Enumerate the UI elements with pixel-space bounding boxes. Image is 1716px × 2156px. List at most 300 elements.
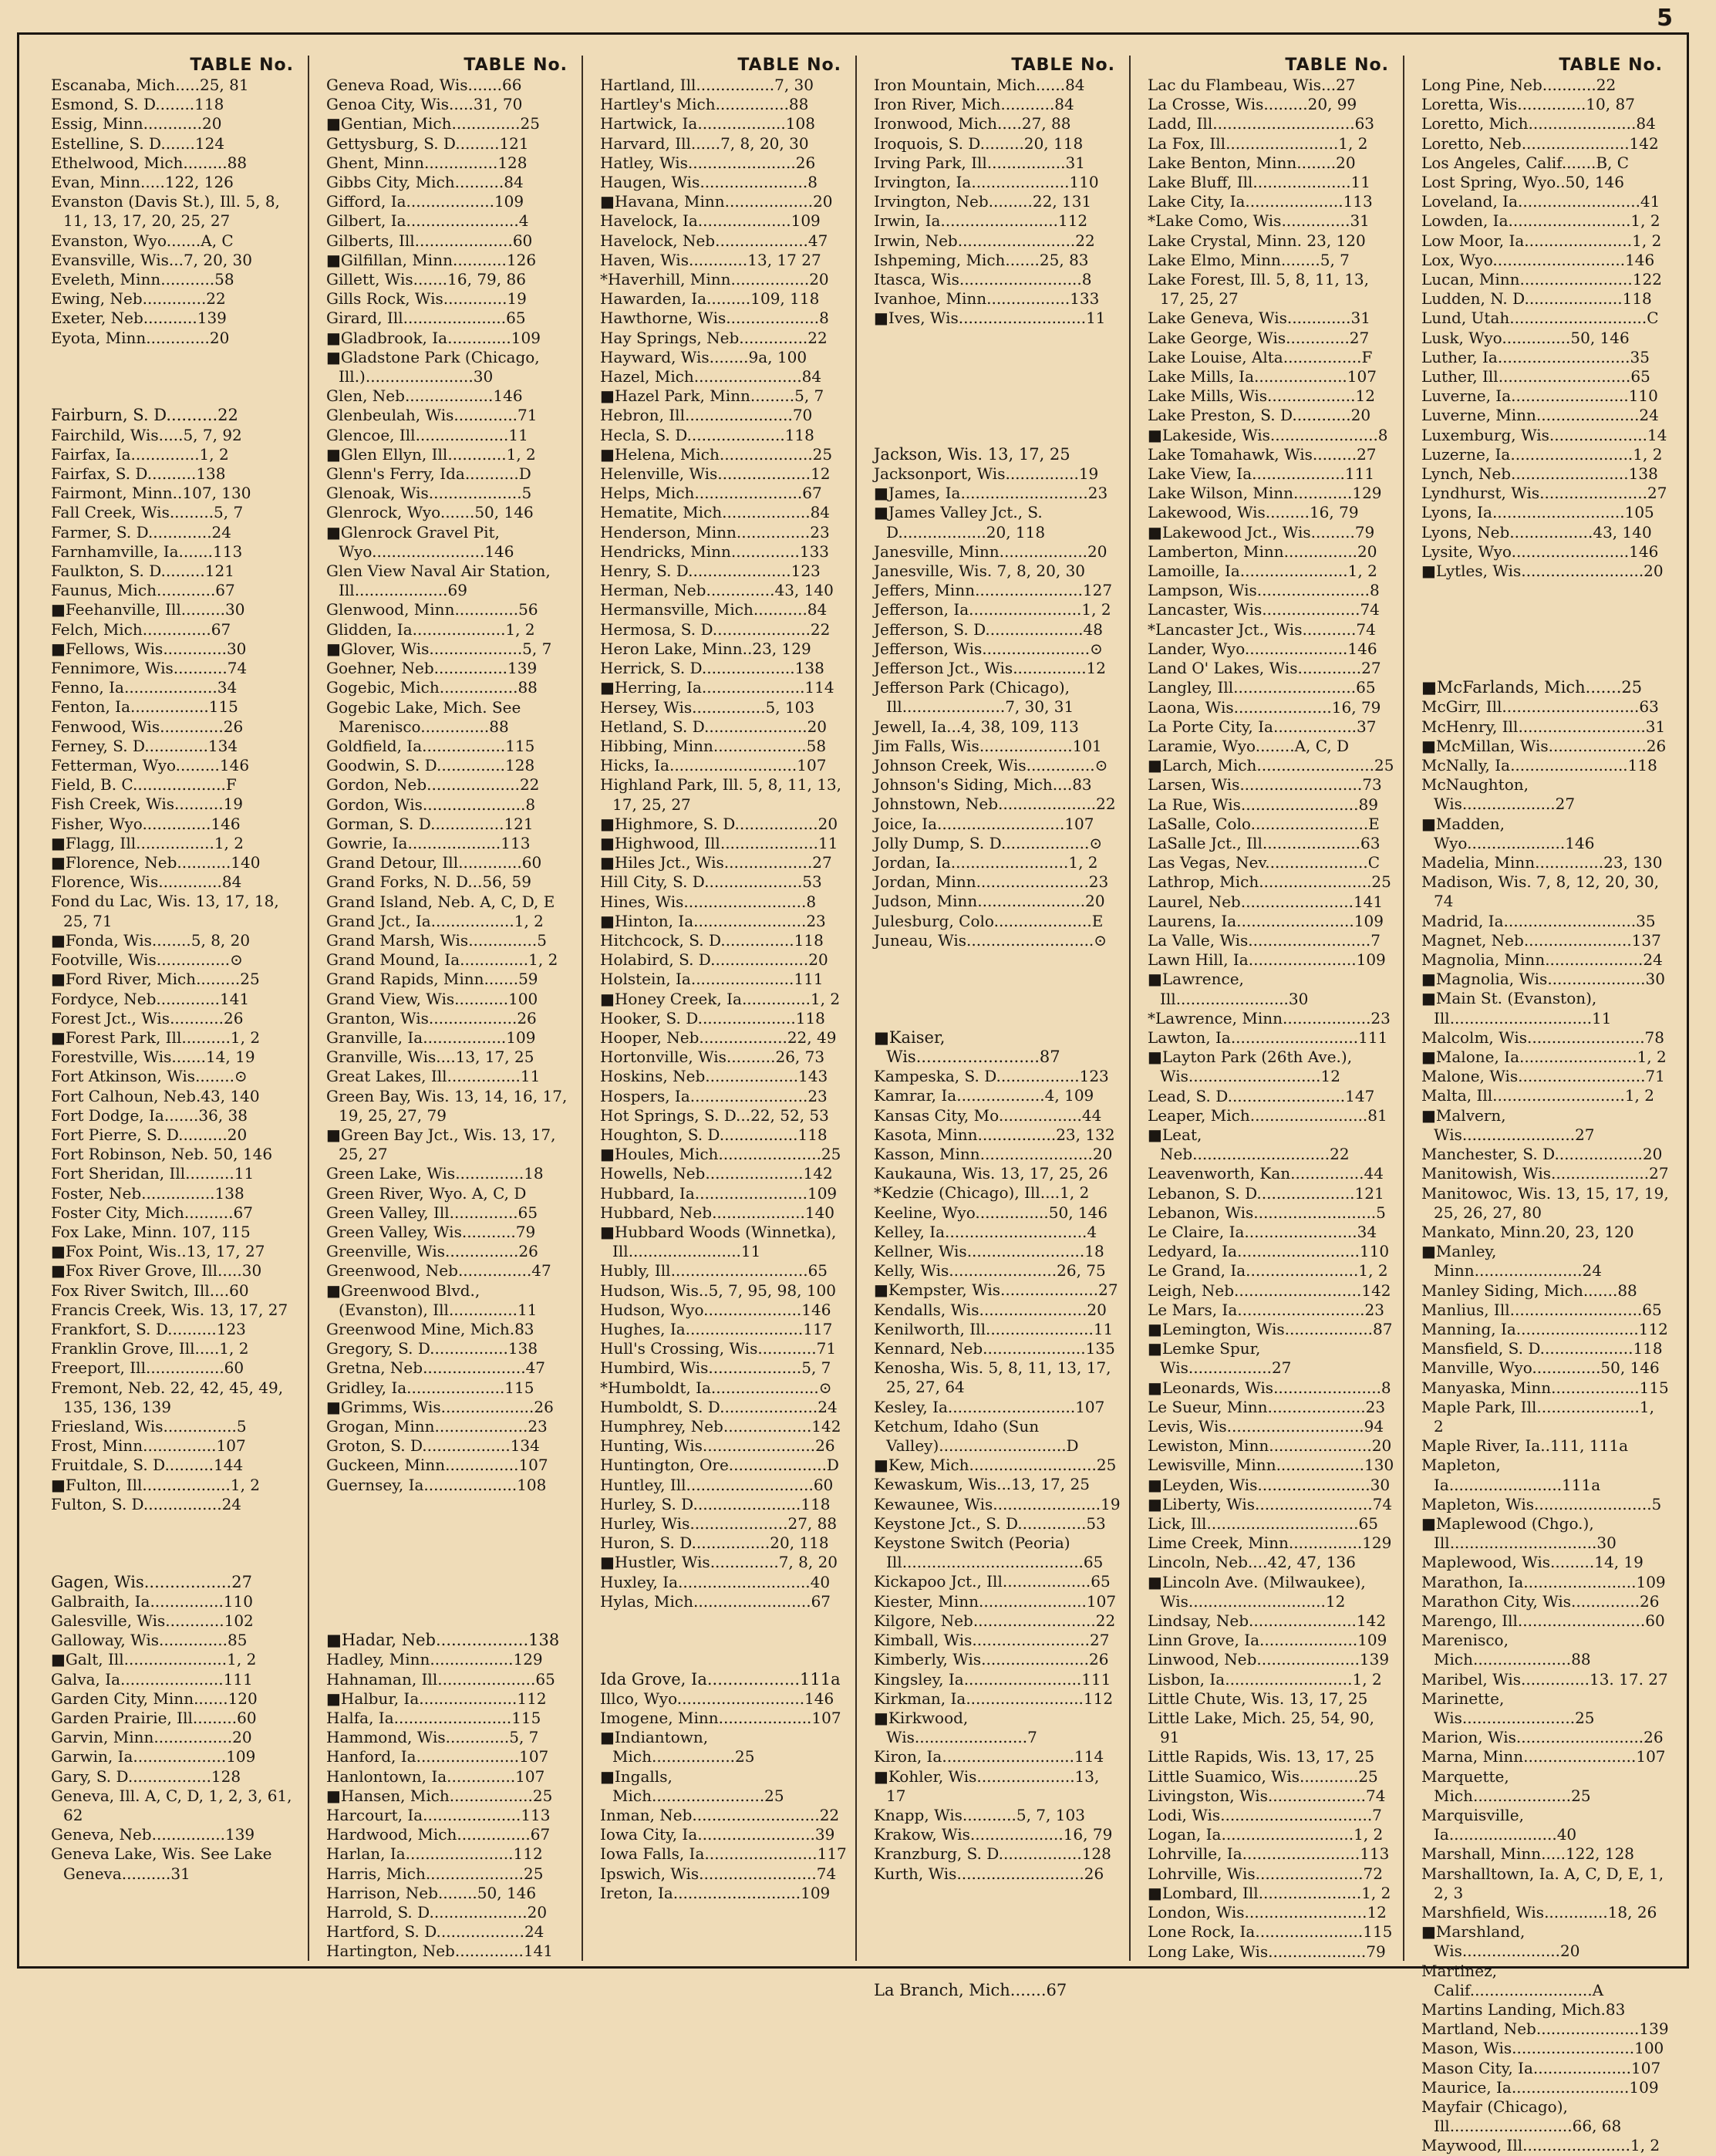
station-entry: ■Layton Park (26th Ave.), Wis...........................12: [1148, 1048, 1353, 1086]
station-entry: Glencoe, Ill...................11: [326, 425, 528, 444]
station-entry: *Kedzie (Chicago), Ill....1, 2: [874, 1183, 1090, 1203]
spacer: [1421, 581, 1669, 600]
station-entry: Lake Wilson, Minn............129: [1148, 484, 1382, 503]
station-entry: Jim Falls, Wis...................101: [874, 736, 1102, 755]
station-entry: Hartwick, Ia..................108: [600, 114, 815, 133]
station-entry: Guckeen, Minn...............107: [326, 1456, 548, 1475]
station-entry: *Lancaster Jct., Wis...........74: [1148, 619, 1376, 639]
station-entry: Kiron, Ia...........................114: [874, 1747, 1104, 1766]
page-number: 5: [1657, 5, 1673, 32]
spacer: [874, 386, 1121, 406]
station-entry: ■Malone, Ia........................1, 2: [1421, 1048, 1667, 1067]
station-entry: Grand Detour, Ill.............60: [326, 853, 542, 872]
station-entry: Lewiston, Minn.....................20: [1148, 1436, 1392, 1456]
station-entry: Loveland, Ia.........................41: [1421, 192, 1660, 211]
station-entry: Escanaba, Mich.....25, 81: [51, 76, 249, 94]
station-entry: Jewell, Ia...4, 38, 109, 113: [874, 717, 1079, 736]
station-entry: Lake Preston, S. D............20: [1148, 406, 1371, 425]
column-header: TABLE No.: [1559, 56, 1663, 75]
station-entry: Fort Robinson, Neb. 50, 146: [51, 1145, 273, 1164]
column-header: TABLE No.: [464, 56, 568, 75]
station-entry: ■Fonda, Wis........5, 8, 20: [51, 930, 251, 950]
index-column-1: [34, 56, 308, 1961]
station-entry: Hoskins, Neb...................143: [600, 1067, 828, 1086]
station-entry: Lohrville, Wis......................72: [1148, 1864, 1383, 1883]
station-entry: Itasca, Wis.........................8: [874, 270, 1092, 289]
station-entry: Malone, Wis..........................71: [1421, 1067, 1665, 1086]
station-entry: Glen, Neb..................146: [326, 386, 523, 406]
station-entry: Kesley, Ia..........................107: [874, 1397, 1105, 1416]
station-entry: Fairburn, S. D..........22: [51, 406, 238, 425]
station-entry: Hooper, Neb..................22, 49: [600, 1027, 837, 1047]
station-entry: Mason, Wis.........................100: [1421, 2039, 1664, 2058]
station-entry: Galloway, Wis..............85: [51, 1631, 248, 1650]
station-entry: Fort Calhoun, Neb.43, 140: [51, 1086, 260, 1105]
station-entry: Kenilworth, Ill......................11: [874, 1319, 1114, 1338]
station-entry: Great Lakes, Ill...............11: [326, 1067, 541, 1086]
spacer: [51, 367, 300, 386]
station-entry: Marengo, Ill..........................60: [1421, 1611, 1665, 1630]
station-entry: Fenno, Ia...................34: [51, 678, 238, 697]
station-entry: Long Pine, Neb...........22: [1421, 76, 1617, 94]
station-entry: Grand View, Wis...........100: [326, 989, 538, 1008]
station-entry: Fall Creek, Wis.........5, 7: [51, 503, 244, 522]
spacer: [326, 1573, 574, 1592]
station-entry: ■Main St. (Evanston), Ill.............................11: [1421, 989, 1612, 1027]
station-entry: Henry, S. D.....................123: [600, 562, 821, 581]
station-entry: Fish Creek, Wis..........19: [51, 795, 244, 814]
station-entry: ■Kirkwood, Wis.......................7: [874, 1708, 1037, 1747]
station-entry: Hawarden, Ia.........109, 118: [600, 289, 820, 309]
station-entry: Hudson, Wyo....................146: [600, 1300, 831, 1319]
station-entry: Greenville, Wis...............26: [326, 1242, 538, 1261]
station-entry: Hendricks, Minn..............133: [600, 542, 830, 561]
spacer: [1421, 620, 1669, 639]
station-entry: Galbraith, Ia...............110: [51, 1591, 253, 1611]
station-entry: Iroquois, S. D.........20, 118: [874, 133, 1084, 153]
station-entry: Halfa, Ia........................115: [326, 1708, 541, 1727]
station-entry: Gowrie, Ia...................113: [326, 833, 531, 852]
station-entry: Faunus, Mich............67: [51, 581, 235, 600]
station-entry: Martinez, Calif.........................A: [1421, 1961, 1604, 1999]
station-entry: Maywood, Ill......................1, 2: [1421, 2136, 1660, 2155]
station-entry: Lohrville, Ia........................113: [1148, 1844, 1390, 1864]
station-entry: Glenn's Ferry, Ida...........D: [326, 464, 531, 484]
station-entry: ■Flagg, Ill................1, 2: [51, 833, 244, 852]
station-entry: Kingsley, Ia........................111: [874, 1669, 1111, 1689]
station-entry: Gordon, Neb...................22: [326, 775, 540, 795]
station-entry: Geneva Road, Wis.......66: [326, 76, 522, 94]
station-entry: Low Moor, Ia......................1, 2: [1421, 231, 1662, 250]
station-entry: Mason City, Ia....................107: [1421, 2058, 1661, 2077]
station-entry: Langley, Ill.........................65: [1148, 678, 1376, 697]
station-entry: Hahnaman, Ill....................65: [326, 1669, 555, 1689]
station-entry: Iowa City, Ia........................39: [600, 1825, 835, 1844]
station-entry: Madison, Wis. 7, 8, 12, 20, 30, 74: [1421, 872, 1660, 911]
station-entry: Loretto, Neb......................142: [1421, 133, 1659, 153]
station-entry: Keystone Jct., S. D..............53: [874, 1513, 1106, 1533]
station-entry: Kelly, Wis......................26, 75: [874, 1261, 1106, 1280]
station-entry: Granton, Wis..................26: [326, 1008, 537, 1027]
station-entry: Fairmont, Minn..107, 130: [51, 484, 251, 503]
station-entry: ■Hazel Park, Minn.........5, 7: [600, 386, 824, 406]
column-header: TABLE No.: [1285, 56, 1389, 75]
station-entry: Humboldt, S. D....................24: [600, 1397, 838, 1416]
station-entry: Fort Pierre, S. D..........20: [51, 1125, 248, 1144]
station-entry: Footville, Wis...............⊙: [51, 950, 243, 970]
station-entry: Lamoille, Ia......................1, 2: [1148, 562, 1377, 581]
station-entry: Ethelwood, Mich.........88: [51, 153, 248, 172]
station-entry: *Lake Como, Wis..............31: [1148, 211, 1370, 231]
station-entry: Keystone Switch (Peoria) Ill.....................................65: [874, 1533, 1104, 1572]
station-entry: Laramie, Wyo........A, C, D: [1148, 736, 1350, 755]
station-entry: Laurens, Ia........................109: [1148, 911, 1384, 930]
station-entry: Lake Benton, Minn........20: [1148, 153, 1356, 172]
station-entry: Green Bay, Wis. 13, 14, 16, 17, 19, 25, 27, 79: [326, 1086, 568, 1125]
station-entry: ■Ford River, Mich.........25: [51, 970, 260, 989]
station-entry: Ida Grove, Ia..................111a: [600, 1669, 841, 1689]
station-entry: Grand Forks, N. D...56, 59: [326, 872, 531, 892]
station-entry: Ewing, Neb.............22: [51, 289, 226, 309]
station-entry: ■Lombard, Ill.....................1, 2: [1148, 1883, 1391, 1902]
station-entry: Kasota, Minn................23, 132: [874, 1125, 1115, 1144]
station-entry: Harcourt, Ia....................113: [326, 1805, 551, 1824]
station-entry: Hooker, S. D....................118: [600, 1008, 825, 1027]
station-entry: Luzerne, Ia.........................1, 2: [1421, 444, 1663, 464]
station-entry: McGirr, Ill............................63: [1421, 697, 1659, 717]
station-entry: Gorman, S. D...............121: [326, 814, 534, 833]
station-entry: McHenry, Ill..........................31: [1421, 717, 1666, 736]
station-entry: Lake Elmo, Minn........5, 7: [1148, 250, 1350, 269]
spacer: [874, 1884, 1121, 1903]
station-entry: Goldfield, Ia.................115: [326, 736, 535, 755]
station-entry: Hermosa, S. D....................22: [600, 619, 831, 639]
station-entry: McNally, Ia........................118: [1421, 756, 1657, 775]
station-entry: Mankato, Minn.20, 23, 120: [1421, 1222, 1634, 1241]
station-entry: ■Galt, Ill.....................1, 2: [51, 1650, 257, 1669]
station-entry: Exeter, Neb...........139: [51, 309, 227, 328]
station-entry: Green Lake, Wis..............18: [326, 1164, 544, 1183]
station-entry: Ipswich, Wis........................74: [600, 1864, 837, 1883]
station-entry: ■Lemke Spur, Wis.................27: [1148, 1339, 1292, 1378]
station-entry: Linn Grove, Ia....................109: [1148, 1631, 1387, 1650]
station-entry: ■Lakeside, Wis......................8: [1148, 425, 1388, 444]
station-entry: Grand Mound, Ia..............1, 2: [326, 950, 558, 970]
station-entry: Hughes, Ia........................117: [600, 1320, 833, 1338]
station-entry: Grand Island, Neb. A, C, D, E: [326, 892, 555, 911]
station-entry: Geneva, Neb...............139: [51, 1825, 255, 1844]
spacer: [600, 1631, 848, 1650]
station-entry: Huntley, Ill..........................60: [600, 1475, 834, 1494]
station-entry: Mansfield, S. D...................118: [1421, 1339, 1663, 1358]
station-entry: Larsen, Wis.........................73: [1148, 775, 1382, 795]
station-entry: ■Kew, Mich..........................25: [874, 1456, 1117, 1475]
station-entry: Lusk, Wyo..............50, 146: [1421, 328, 1630, 347]
station-entry: Linwood, Neb.....................139: [1148, 1650, 1390, 1669]
station-entry: McNaughton, Wis...................27: [1421, 775, 1576, 814]
station-entry: ■Hustler, Wis..............7, 8, 20: [600, 1553, 838, 1572]
station-entry: ■Larch, Mich........................25: [1148, 756, 1394, 775]
station-entry: Gettysburg, S. D.........121: [326, 133, 529, 153]
spacer: [874, 989, 1121, 1008]
station-entry: Kimberly, Wis......................26: [874, 1650, 1109, 1669]
station-entry: Imogene, Minn...................107: [600, 1709, 841, 1728]
station-entry: Lowden, Ia.........................1, 2: [1421, 211, 1660, 231]
station-entry: La Branch, Mich.......67: [874, 1980, 1067, 1999]
station-entry: Lake Crystal, Minn. 23, 120: [1148, 231, 1366, 250]
station-entry: Huntington, Ore....................D: [600, 1456, 839, 1475]
station-entry: Madelia, Minn..............23, 130: [1421, 853, 1663, 872]
station-entry: Mapleton, Ia.......................111a: [1421, 1456, 1601, 1494]
station-entry: Laurel, Neb.......................141: [1148, 892, 1384, 911]
station-entry: Martins Landing, Mich.83: [1421, 2000, 1626, 2019]
station-entry: Harrold, S. D....................20: [326, 1902, 548, 1922]
station-entry: *Lawrence, Minn..................23: [1148, 1008, 1391, 1027]
station-entry: Evanston, Wyo.......A, C: [51, 231, 234, 250]
station-entry: Kamrar, Ia..................4, 109: [874, 1086, 1094, 1105]
station-entry: ■Kempster, Wis....................27: [874, 1280, 1118, 1300]
station-entry: ■Ingalls, Mich.......................25: [600, 1766, 784, 1805]
spacer: [326, 1533, 574, 1553]
station-entry: Lamberton, Minn...............20: [1148, 542, 1377, 561]
station-entry: Inman, Neb..........................22: [600, 1806, 840, 1825]
spacer: [1421, 600, 1669, 619]
station-entry: Forestville, Wis.......14, 19: [51, 1048, 255, 1067]
station-entry: Frost, Minn...............107: [51, 1436, 246, 1456]
station-entry: Highland Park, Ill. 5, 8, 11, 13, 17, 25, 27: [600, 775, 842, 814]
station-entry: ■Malvern, Wis.......................27: [1421, 1105, 1595, 1144]
station-entry: Fisher, Wyo..............146: [51, 814, 241, 833]
station-entry: Lyons, Ia...........................105: [1421, 503, 1654, 522]
station-entry: Little Lake, Mich. 25, 54, 90, 91: [1148, 1709, 1375, 1747]
station-entry: ■Highwood, Ill....................11: [600, 833, 838, 852]
station-entry: Magnet, Neb......................137: [1421, 930, 1661, 950]
station-entry: Farmer, S. D.............24: [51, 522, 232, 542]
station-entry: La Crosse, Wis.........20, 99: [1148, 95, 1357, 114]
station-entry: Manyaska, Minn..................115: [1421, 1378, 1669, 1397]
station-entry: ■Lakewood Jct., Wis.........79: [1148, 522, 1375, 542]
spacer: [326, 1495, 574, 1514]
station-entry: Hurley, S. D......................118: [600, 1494, 831, 1513]
station-entry: ■Kohler, Wis....................13, 17: [874, 1766, 1100, 1805]
station-entry: Lox, Wyo...........................146: [1421, 250, 1655, 269]
station-entry: Jordan, Minn.......................23: [874, 872, 1109, 892]
station-entry: Friesland, Wis...............5: [51, 1416, 247, 1436]
station-entry: ■Lytles, Wis.........................20: [1421, 562, 1664, 581]
station-entry: ■Lincoln Ave. (Milwaukee), Wis............................12: [1148, 1572, 1366, 1611]
station-entry: Illco, Wyo..........................146: [600, 1689, 834, 1708]
station-entry: ■Gladstone Park (Chicago, Ill.)......................30: [326, 347, 540, 386]
station-entry: Lake Tomahawk, Wis.........27: [1148, 444, 1377, 464]
station-entry: *Haverhill, Minn................20: [600, 270, 829, 289]
station-entry: ■Indiantown, Mich.................25: [600, 1728, 755, 1766]
station-entry: Kranzburg, S. D.................128: [874, 1844, 1111, 1864]
station-entry: Lake Geneva, Wis.............31: [1148, 309, 1370, 328]
station-entry: Hanlontown, Ia..............107: [326, 1766, 545, 1786]
spacer: [1421, 659, 1669, 678]
station-entry: Land O' Lakes, Wis.............27: [1148, 659, 1381, 678]
station-entry: *Humboldt, Ia......................⊙: [600, 1378, 832, 1397]
station-entry: Foster, Neb...............138: [51, 1183, 244, 1203]
station-entry: Judson, Minn......................20: [874, 892, 1105, 911]
station-entry: Manning, Ia.........................112: [1421, 1319, 1668, 1338]
station-entry: Guernsey, Ia...................108: [326, 1475, 547, 1494]
station-entry: Lathrop, Mich.......................25: [1148, 872, 1391, 892]
spacer: [874, 1961, 1121, 1980]
station-entry: Fort Sheridan, Ill..........11: [51, 1164, 255, 1183]
station-entry: Hartington, Neb..............141: [326, 1942, 554, 1961]
station-entry: ■Hinton, Ia.......................23: [600, 911, 826, 930]
station-entry: Fennimore, Wis...........74: [51, 659, 248, 678]
station-entry: Gogebic Lake, Mich. See Marenisco..............88: [326, 697, 521, 736]
station-entry: Eveleth, Minn...........58: [51, 270, 234, 289]
station-entry: ■Halbur, Ia....................112: [326, 1689, 547, 1708]
station-entry: ■Glen Ellyn, Ill............1, 2: [326, 444, 536, 464]
station-entry: Haugen, Wis......................8: [600, 173, 818, 192]
station-entry: ■Honey Creek, Ia..............1, 2: [600, 989, 841, 1008]
station-entry: Martland, Neb.....................139: [1421, 2019, 1669, 2039]
station-entry: Galesville, Wis............102: [51, 1611, 254, 1630]
station-entry: Loretto, Mich......................84: [1421, 114, 1656, 133]
station-entry: Malcolm, Wis........................78: [1421, 1027, 1665, 1047]
spacer: [874, 406, 1121, 425]
station-entry: Manitowoc, Wis. 13, 15, 17, 19, 25, 26, 27, 80: [1421, 1183, 1669, 1222]
index-column-2: [308, 56, 582, 1961]
station-entry: Jefferson, S. D....................48: [874, 619, 1103, 639]
station-entry: Fenwood, Wis.............26: [51, 717, 244, 736]
station-entry: Felch, Mich..............67: [51, 619, 231, 639]
station-entry: Hawthorne, Wis...................8: [600, 309, 829, 328]
station-entry: Gills Rock, Wis.............19: [326, 289, 527, 309]
station-entry: Hines, Wis.........................8: [600, 892, 817, 911]
station-entry: Lysite, Wyo........................146: [1421, 542, 1659, 561]
station-entry: Hardwood, Mich...............67: [326, 1825, 551, 1844]
station-entry: Grand Jct., Ia.................1, 2: [326, 911, 544, 930]
station-entry: Gilberts, Ill....................60: [326, 231, 533, 250]
column-header: TABLE No.: [190, 56, 294, 75]
station-entry: Hazel, Mich......................84: [600, 367, 822, 386]
station-entry: Hammond, Wis.............5, 7: [326, 1728, 539, 1747]
station-entry: Manlius, Ill...........................65: [1421, 1300, 1662, 1319]
station-entry: Maribel, Wis..............13. 17. 27: [1421, 1669, 1668, 1689]
station-entry: ■Lawrence, Ill.......................30: [1148, 970, 1309, 1008]
station-entry: Lac du Flambeau, Wis...27: [1148, 76, 1356, 94]
station-entry: Kirkman, Ia........................112: [874, 1689, 1114, 1708]
station-entry: Leavenworth, Kan...............44: [1148, 1164, 1384, 1183]
station-entry: ■Hadar, Neb..................138: [326, 1631, 560, 1650]
station-entry: Green River, Wyo. A, C, D: [326, 1183, 527, 1203]
index-column-5: [1129, 56, 1403, 1961]
station-entry: Kimball, Wis........................27: [874, 1631, 1110, 1650]
station-entry: Lancaster, Wis....................74: [1148, 600, 1380, 619]
station-entry: ■James, Ia..........................23: [874, 484, 1108, 503]
station-entry: Kewaskum, Wis...13, 17, 25: [874, 1475, 1090, 1494]
station-entry: ■Magnolia, Wis....................30: [1421, 970, 1665, 989]
station-entry: LaSalle Jct., Ill....................63: [1148, 833, 1381, 852]
station-entry: Francis Creek, Wis. 13, 17, 27: [51, 1300, 288, 1319]
station-entry: Lyndhurst, Wis......................27: [1421, 484, 1667, 503]
station-entry: Leigh, Neb..........................142: [1148, 1280, 1391, 1300]
station-entry: Ishpeming, Mich.......25, 83: [874, 250, 1089, 269]
station-entry: Las Vegas, Nev.....................C: [1148, 853, 1381, 872]
station-entry: Logan, Ia...........................1, 2: [1148, 1825, 1384, 1844]
station-entry: Gibbs City, Mich..........84: [326, 173, 524, 192]
station-entry: Hurley, Wis....................27, 88: [600, 1514, 838, 1533]
station-entry: Ferney, S. D.............134: [51, 736, 238, 755]
station-entry: Lone Rock, Ia......................115: [1148, 1922, 1393, 1942]
station-entry: Forest Jct., Wis...........26: [51, 1008, 244, 1027]
station-entry: Hull's Crossing, Wis............71: [600, 1339, 837, 1358]
station-entry: ■Grimms, Wis...................26: [326, 1397, 554, 1416]
station-entry: Kewaunee, Wis......................19: [874, 1494, 1121, 1513]
station-entry: Lime Creek, Minn...............129: [1148, 1533, 1392, 1553]
station-entry: Glenbeulah, Wis.............71: [326, 406, 538, 425]
station-entry: Harrison, Neb........50, 146: [326, 1883, 537, 1902]
station-entry: Garwin, Ia...................109: [51, 1747, 256, 1766]
station-entry: Ireton, Ia..........................109: [600, 1883, 831, 1902]
station-entry: Harris, Mich....................25: [326, 1864, 544, 1883]
station-entry: Hay Springs, Neb..............22: [600, 328, 828, 347]
station-entry: Granville, Wis....13, 17, 25: [326, 1048, 534, 1067]
station-entry: Little Suamico, Wis............25: [1148, 1766, 1378, 1786]
index-column-4: [855, 56, 1129, 1999]
station-entry: Iron Mountain, Mich......84: [874, 76, 1085, 94]
station-entry: Gary, S. D.................128: [51, 1766, 241, 1786]
station-entry: Iowa Falls, Ia.......................117: [600, 1844, 847, 1864]
station-entry: Goodwin, S. D..............128: [326, 756, 535, 775]
station-entry: Humbird, Wis...................5, 7: [600, 1358, 831, 1378]
station-entry: Hubbard, Ia.......................109: [600, 1183, 838, 1203]
station-entry: Irwin, Neb........................22: [874, 231, 1095, 250]
station-entry: ■Glover, Wis...................5, 7: [326, 639, 552, 658]
station-entry: Fond du Lac, Wis. 13, 17, 18, 25, 71: [51, 892, 279, 930]
station-entry: Lake Bluff, Ill....................11: [1148, 173, 1370, 192]
station-entry: Kendalls, Wis......................20: [874, 1300, 1107, 1319]
station-entry: London, Wis.........................12: [1148, 1903, 1387, 1922]
station-entry: Marshalltown, Ia. A, C, D, E, 1, 2, 3: [1421, 1864, 1664, 1902]
station-entry: Kickapoo Jct., Ill..................65: [874, 1572, 1111, 1591]
station-entry: ■Maplewood (Chgo.), Ill..............................30: [1421, 1513, 1617, 1553]
station-entry: Ghent, Minn...............128: [326, 153, 528, 172]
station-entry: Mayfair (Chicago), Ill.........................66, 68: [1421, 2097, 1622, 2136]
spacer: [1421, 639, 1669, 659]
station-entry: Little Chute, Wis. 13, 17, 25: [1148, 1689, 1368, 1708]
spacer: [874, 1942, 1121, 1961]
station-entry: Howells, Neb....................142: [600, 1164, 833, 1183]
station-entry: Levis, Wis............................94: [1148, 1417, 1384, 1436]
station-entry: Faulkton, S. D.........121: [51, 562, 234, 581]
spacer: [51, 1514, 300, 1533]
station-entry: Granville, Ia.................109: [326, 1027, 536, 1047]
station-entry: Kasson, Minn.......................20: [874, 1145, 1113, 1164]
station-entry: Lake Louise, Alta................F: [1148, 347, 1373, 366]
station-entry: Irwin, Ia........................112: [874, 211, 1088, 231]
station-entry: Herrick, S. D...................138: [600, 659, 824, 678]
station-entry: Long Lake, Wis....................79: [1148, 1942, 1386, 1961]
station-entry: Jeffers, Minn......................127: [874, 581, 1113, 600]
station-entry: Essig, Minn............20: [51, 114, 222, 133]
station-entry: ■Helena, Mich...................25: [600, 444, 833, 464]
station-entry: Grand Rapids, Minn.......59: [326, 970, 538, 989]
station-entry: Fox Lake, Minn. 107, 115: [51, 1222, 251, 1241]
station-entry: Gilbert, Ia.......................4: [326, 211, 529, 231]
station-entry: Luverne, Minn.....................24: [1421, 406, 1659, 425]
station-entry: Lampson, Wis.......................8: [1148, 581, 1380, 600]
station-entry: Foster City, Mich..........67: [51, 1203, 253, 1222]
station-entry: Greenwood, Neb...............47: [326, 1261, 551, 1280]
spacer: [51, 386, 300, 406]
station-entry: Ludden, N. D....................118: [1421, 289, 1652, 309]
